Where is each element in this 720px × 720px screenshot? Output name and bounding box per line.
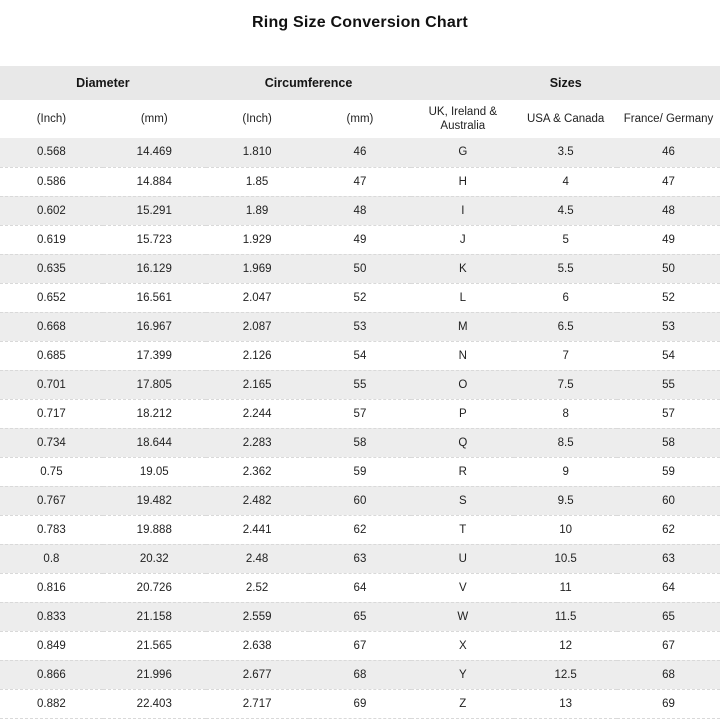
table-cell: 63 <box>617 544 720 573</box>
table-row <box>0 225 720 254</box>
table-cell: 62 <box>617 515 720 544</box>
table-cell: 67 <box>309 631 412 660</box>
table-cell: 53 <box>309 312 412 341</box>
table-cell: 15.723 <box>103 225 206 254</box>
table-cell: 7 <box>514 341 617 370</box>
table-cell: 65 <box>309 602 412 631</box>
table-cell: L <box>411 283 514 312</box>
table-row <box>0 196 720 225</box>
table-cell: 7.5 <box>514 370 617 399</box>
table-cell: 5.5 <box>514 254 617 283</box>
table-row <box>0 138 720 167</box>
table-cell: 1.969 <box>206 254 309 283</box>
table-cell: 68 <box>309 660 412 689</box>
table-cell: 20.726 <box>103 573 206 602</box>
table-row <box>0 254 720 283</box>
table-cell: 67 <box>617 631 720 660</box>
table-cell: 50 <box>617 254 720 283</box>
table-cell: 46 <box>309 138 412 167</box>
table-cell: H <box>411 167 514 196</box>
table-cell: 59 <box>309 457 412 486</box>
table-row <box>0 602 720 631</box>
table-cell: 59 <box>617 457 720 486</box>
table-cell: 21.158 <box>103 602 206 631</box>
group-header-cell: Sizes <box>411 66 720 100</box>
table-cell: 57 <box>309 399 412 428</box>
table-row <box>0 457 720 486</box>
table-cell: 15.291 <box>103 196 206 225</box>
column-header-cell: (Inch) <box>206 100 309 138</box>
column-header-cell: (Inch) <box>0 100 103 138</box>
table-cell: 49 <box>617 225 720 254</box>
table-cell: 12.5 <box>514 660 617 689</box>
table-cell: 0.701 <box>0 370 103 399</box>
table-cell: 9.5 <box>514 486 617 515</box>
group-header-cell: Circumference <box>206 66 412 100</box>
table-cell: 0.717 <box>0 399 103 428</box>
table-cell: 1.89 <box>206 196 309 225</box>
table-cell: 8.5 <box>514 428 617 457</box>
table-cell: 64 <box>617 573 720 602</box>
table-cell: 57 <box>617 399 720 428</box>
table-cell: 0.816 <box>0 573 103 602</box>
table-cell: 2.362 <box>206 457 309 486</box>
table-cell: 14.469 <box>103 138 206 167</box>
table-cell: 2.717 <box>206 689 309 718</box>
table-cell: 2.441 <box>206 515 309 544</box>
table-cell: 52 <box>617 283 720 312</box>
table-cell: 4 <box>514 167 617 196</box>
table-cell: 13 <box>514 689 617 718</box>
table-cell: Y <box>411 660 514 689</box>
table-cell: 69 <box>309 689 412 718</box>
table-cell: 0.685 <box>0 341 103 370</box>
table-cell: 58 <box>617 428 720 457</box>
table-cell: U <box>411 544 514 573</box>
column-header-cell: UK, Ireland & Australia <box>411 100 514 138</box>
column-header-cell: (mm) <box>103 100 206 138</box>
table-cell: G <box>411 138 514 167</box>
table-cell: 47 <box>617 167 720 196</box>
table-cell: 2.126 <box>206 341 309 370</box>
table-cell: 6 <box>514 283 617 312</box>
table-cell: W <box>411 602 514 631</box>
table-cell: 54 <box>617 341 720 370</box>
table-cell: 0.568 <box>0 138 103 167</box>
table-cell: 0.635 <box>0 254 103 283</box>
table-row <box>0 428 720 457</box>
table-cell: J <box>411 225 514 254</box>
table-cell: 22.403 <box>103 689 206 718</box>
table-cell: 10.5 <box>514 544 617 573</box>
table-cell: 55 <box>309 370 412 399</box>
table-cell: 64 <box>309 573 412 602</box>
column-header-cell: USA & Canada <box>514 100 617 138</box>
table-row <box>0 486 720 515</box>
table-cell: 0.734 <box>0 428 103 457</box>
table-cell: 0.602 <box>0 196 103 225</box>
table-cell: 0.767 <box>0 486 103 515</box>
table-cell: 0.849 <box>0 631 103 660</box>
table-row <box>0 370 720 399</box>
table-cell: 3.5 <box>514 138 617 167</box>
table-cell: 2.677 <box>206 660 309 689</box>
table-cell: 63 <box>309 544 412 573</box>
column-header-row <box>0 100 720 138</box>
table-cell: 12 <box>514 631 617 660</box>
table-cell: 0.586 <box>0 167 103 196</box>
table-cell: 5 <box>514 225 617 254</box>
table-cell: 54 <box>309 341 412 370</box>
table-cell: X <box>411 631 514 660</box>
table-cell: 0.882 <box>0 689 103 718</box>
table-cell: 11 <box>514 573 617 602</box>
table-cell: 0.619 <box>0 225 103 254</box>
table-cell: 60 <box>309 486 412 515</box>
table-row <box>0 312 720 341</box>
table-cell: 2.48 <box>206 544 309 573</box>
table-cell: 62 <box>309 515 412 544</box>
table-cell: 1.85 <box>206 167 309 196</box>
table-cell: 17.805 <box>103 370 206 399</box>
table-cell: Z <box>411 689 514 718</box>
table-row <box>0 167 720 196</box>
table-cell: Q <box>411 428 514 457</box>
table-cell: 18.644 <box>103 428 206 457</box>
table-cell: 11.5 <box>514 602 617 631</box>
group-header-cell: Diameter <box>0 66 206 100</box>
table-cell: 0.75 <box>0 457 103 486</box>
table-cell: 46 <box>617 138 720 167</box>
table-cell: 65 <box>617 602 720 631</box>
table-cell: 0.668 <box>0 312 103 341</box>
table-cell: 60 <box>617 486 720 515</box>
table-cell: 10 <box>514 515 617 544</box>
table-row <box>0 399 720 428</box>
table-cell: 0.833 <box>0 602 103 631</box>
table-cell: 1.810 <box>206 138 309 167</box>
table-cell: 50 <box>309 254 412 283</box>
table-cell: 2.482 <box>206 486 309 515</box>
table-row <box>0 631 720 660</box>
table-cell: M <box>411 312 514 341</box>
table-cell: S <box>411 486 514 515</box>
table-row <box>0 283 720 312</box>
table-cell: 6.5 <box>514 312 617 341</box>
table-cell: 16.561 <box>103 283 206 312</box>
table-cell: 2.244 <box>206 399 309 428</box>
table-cell: 47 <box>309 167 412 196</box>
table-cell: 2.087 <box>206 312 309 341</box>
table-cell: R <box>411 457 514 486</box>
table-cell: 0.866 <box>0 660 103 689</box>
table-cell: 53 <box>617 312 720 341</box>
table-cell: 2.52 <box>206 573 309 602</box>
table-cell: 55 <box>617 370 720 399</box>
table-cell: O <box>411 370 514 399</box>
table-cell: 0.652 <box>0 283 103 312</box>
table-cell: 14.884 <box>103 167 206 196</box>
table-cell: 2.047 <box>206 283 309 312</box>
table-cell: 17.399 <box>103 341 206 370</box>
table-cell: I <box>411 196 514 225</box>
table-row <box>0 544 720 573</box>
table-row <box>0 341 720 370</box>
table-cell: 68 <box>617 660 720 689</box>
table-cell: 69 <box>617 689 720 718</box>
table-cell: 2.165 <box>206 370 309 399</box>
table-cell: 0.8 <box>0 544 103 573</box>
table-cell: K <box>411 254 514 283</box>
table-cell: V <box>411 573 514 602</box>
table-cell: 21.565 <box>103 631 206 660</box>
table-row <box>0 515 720 544</box>
table-cell: 2.638 <box>206 631 309 660</box>
table-body <box>0 138 720 718</box>
table-cell: 52 <box>309 283 412 312</box>
table-cell: P <box>411 399 514 428</box>
table-cell: 58 <box>309 428 412 457</box>
group-header-row <box>0 66 720 100</box>
table-row <box>0 573 720 602</box>
table-cell: 2.559 <box>206 602 309 631</box>
table-cell: 16.967 <box>103 312 206 341</box>
table-cell: 48 <box>309 196 412 225</box>
page-title: Ring Size Conversion Chart <box>252 14 468 31</box>
table-cell: T <box>411 515 514 544</box>
table-cell: 4.5 <box>514 196 617 225</box>
table-cell: 18.212 <box>103 399 206 428</box>
column-header-cell: (mm) <box>309 100 412 138</box>
ring-size-conversion-table <box>0 66 720 719</box>
table-header <box>0 66 720 138</box>
table-cell: 1.929 <box>206 225 309 254</box>
table-cell: 49 <box>309 225 412 254</box>
table-cell: 9 <box>514 457 617 486</box>
table-cell: 20.32 <box>103 544 206 573</box>
column-header-cell: France/ Germany <box>617 100 720 138</box>
table-cell: 8 <box>514 399 617 428</box>
table-cell: 19.888 <box>103 515 206 544</box>
table-cell: 21.996 <box>103 660 206 689</box>
table-cell: 19.05 <box>103 457 206 486</box>
table-cell: 16.129 <box>103 254 206 283</box>
table-cell: 0.783 <box>0 515 103 544</box>
table-cell: N <box>411 341 514 370</box>
table-cell: 19.482 <box>103 486 206 515</box>
table-cell: 48 <box>617 196 720 225</box>
table-row <box>0 689 720 718</box>
table-cell: 2.283 <box>206 428 309 457</box>
table-row <box>0 660 720 689</box>
